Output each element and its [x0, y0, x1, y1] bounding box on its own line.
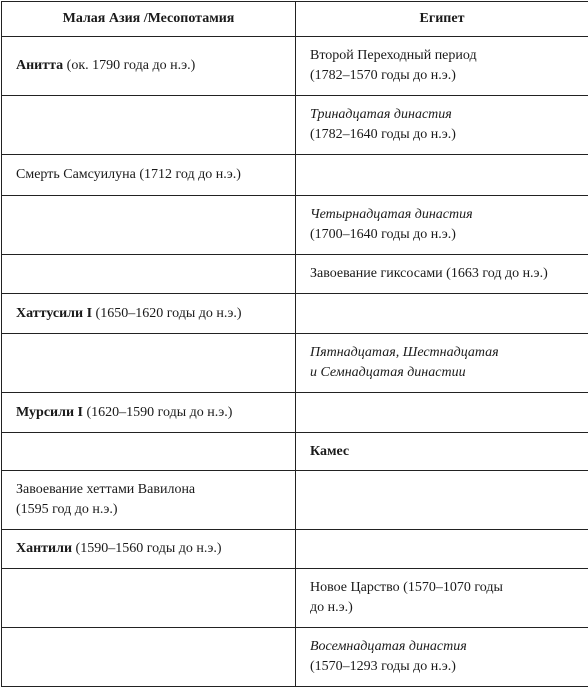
table-row: [2, 196, 588, 255]
cell-egypt: [296, 196, 588, 255]
cell-line: Второй Переходный период: [310, 46, 574, 66]
cell-asia: [2, 471, 296, 530]
cell-text: (ок. 1790 года до н.э.): [63, 58, 195, 73]
cell-line: (1782–1570 годы до н.э.): [310, 66, 574, 86]
cell-text: (1590–1560 годы до н.э.): [72, 541, 221, 556]
cell-line: (1700–1640 годы до н.э.): [310, 225, 574, 245]
table-row: [2, 471, 588, 530]
table-row: [2, 628, 588, 687]
cell-egypt: [296, 628, 588, 687]
cell-line: (1782–1640 годы до н.э.): [310, 125, 574, 145]
cell-asia: [2, 334, 296, 393]
cell-asia: [2, 393, 296, 433]
cell-asia: [2, 530, 296, 569]
dynasty-name: Четырнадцатая династия: [310, 205, 574, 225]
cell-egypt: [296, 530, 588, 569]
table-row: [2, 294, 588, 334]
table-row: [2, 155, 588, 196]
cell-asia: [2, 96, 296, 155]
cell-egypt: [296, 569, 588, 628]
dynasty-name: Восемнадцатая династия: [310, 637, 574, 657]
cell-egypt: [296, 294, 588, 334]
ruler-name: Хаттусили I: [16, 306, 92, 321]
cell-line: до н.э.): [310, 598, 574, 618]
dynasty-name: и Семнадцатая династии: [310, 363, 574, 383]
cell-asia: Смерть Самсуилуна (1712 год до н.э.): [2, 155, 296, 196]
cell-egypt: [296, 471, 588, 530]
cell-egypt: [296, 433, 588, 471]
table-row: [2, 37, 588, 96]
ruler-name: Анитта: [16, 58, 63, 73]
cell-asia: [2, 37, 296, 96]
cell-line: Новое Царство (1570–1070 годы: [310, 578, 574, 598]
cell-egypt: Завоевание гиксосами (1663 год до н.э.): [296, 255, 588, 294]
cell-asia: [2, 255, 296, 294]
chronology-table: [1, 1, 588, 687]
header-asia-minor-mesopotamia: Малая Азия /Месопотамия: [2, 2, 296, 37]
ruler-name: Мурсили I: [16, 405, 83, 420]
cell-egypt: [296, 334, 588, 393]
cell-asia: [2, 294, 296, 334]
table-row: [2, 334, 588, 393]
table-row: [2, 530, 588, 569]
cell-asia: [2, 433, 296, 471]
header-row: [2, 2, 588, 37]
ruler-name: Хантили: [16, 541, 72, 556]
cell-line: (1595 год до н.э.): [16, 500, 281, 520]
dynasty-name: Тринадцатая династия: [310, 105, 574, 125]
cell-egypt: [296, 155, 588, 196]
table-row: [2, 255, 588, 294]
cell-line: Завоевание хеттами Вавилона: [16, 480, 281, 500]
cell-line: (1570–1293 годы до н.э.): [310, 657, 574, 677]
table-row: [2, 433, 588, 471]
table-row: [2, 96, 588, 155]
cell-egypt: [296, 96, 588, 155]
cell-text: (1650–1620 годы до н.э.): [92, 306, 241, 321]
table-row: [2, 569, 588, 628]
cell-asia: [2, 569, 296, 628]
header-egypt: Египет: [296, 2, 588, 37]
cell-text: (1620–1590 годы до н.э.): [83, 405, 232, 420]
cell-asia: [2, 628, 296, 687]
dynasty-name: Пятнадцатая, Шестнадцатая: [310, 343, 574, 363]
table-row: [2, 393, 588, 433]
ruler-name: Камес: [310, 444, 349, 459]
cell-egypt: [296, 37, 588, 96]
cell-asia: [2, 196, 296, 255]
cell-egypt: [296, 393, 588, 433]
